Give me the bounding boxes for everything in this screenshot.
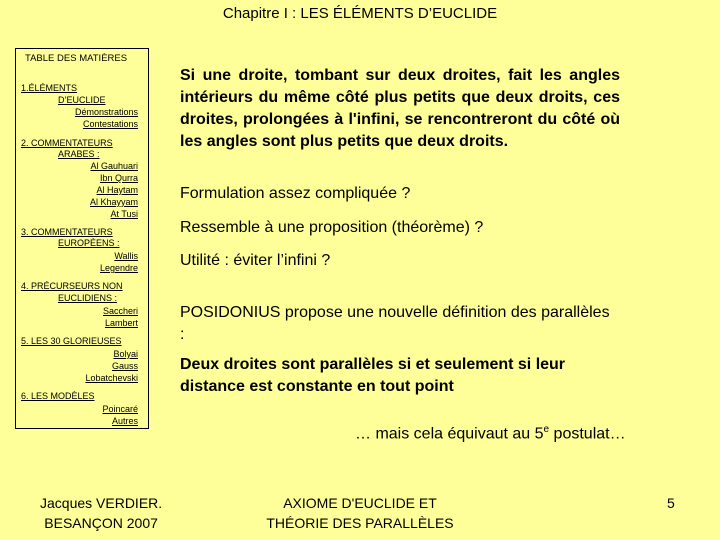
question-formulation: Formulation assez compliquée ? xyxy=(180,185,411,202)
toc-link-commentateurs-arabes[interactable]: 2. COMMENTATEURS xyxy=(21,138,113,148)
toc-link-non-euclidiens[interactable]: EUCLIDIENS : xyxy=(58,293,118,303)
toc-link-elements-euclide[interactable]: D’EUCLIDE xyxy=(58,95,106,105)
toc-link-elements[interactable]: 1.ÉLÉMENTS xyxy=(21,83,78,93)
chapter-title: Chapitre I : LES ÉLÉMENTS D’EUCLIDE xyxy=(222,5,498,22)
toc-link-precurseurs[interactable]: 4. PRÉCURSEURS NON xyxy=(21,281,123,291)
postulate-statement: Si une droite, tombant sur deux droites, fait les angles intérieurs du même côté plus petits que deux droits, ces droites, prolongées à l'infini, se rencontreront du côté où les angles sont plus petits que deux droits. xyxy=(180,67,620,150)
toc-link-arabes[interactable]: ARABES : xyxy=(58,149,100,159)
toc-link-europeens[interactable]: EUROPÉENS : xyxy=(58,238,120,248)
toc-link-saccheri[interactable]: Saccheri xyxy=(102,306,138,316)
footer-line-1: AXIOME D'EUCLIDE ET xyxy=(283,495,437,511)
toc-heading: TABLE DES MATIÈRES xyxy=(25,53,128,64)
toc-link-demonstrations[interactable]: Démonstrations xyxy=(74,107,138,117)
postulate-note-end: postulat… xyxy=(549,425,626,443)
toc-link-lambert[interactable]: Lambert xyxy=(104,318,138,328)
toc-link-at-tusi[interactable]: At Tusi xyxy=(110,209,138,219)
presentation-footer xyxy=(250,493,470,533)
postulate-note-superscript: e xyxy=(543,424,550,435)
toc-link-contestations[interactable]: Contestations xyxy=(82,119,138,129)
author-name: Jacques VERDIER. xyxy=(40,495,163,511)
postulate-note xyxy=(355,424,626,443)
table-of-contents xyxy=(15,48,149,429)
toc-link-commentateurs-europeens[interactable]: 3. COMMENTATEURS xyxy=(21,227,113,237)
parallel-definition: Deux droites sont parallèles si et seulement si leur distance est constante en tout point xyxy=(180,356,566,395)
toc-link-modeles[interactable]: 6. LES MODÈLES xyxy=(21,391,95,401)
question-utility: Utilité : éviter l’infini ? xyxy=(180,252,331,269)
postulate-note-text: … mais cela équivaut au 5 xyxy=(355,425,544,443)
posidonius-intro: POSIDONIUS propose une nouvelle définition des parallèles : xyxy=(180,304,610,343)
author-footer xyxy=(40,493,162,533)
author-place-year: BESANÇON 2007 xyxy=(44,515,158,531)
toc-link-trente-glorieuses[interactable]: 5. LES 30 GLORIEUSES xyxy=(21,336,122,346)
toc-link-poincare[interactable]: Poincaré xyxy=(102,404,138,414)
toc-link-legendre[interactable]: Legendre xyxy=(99,263,138,273)
toc-link-bolyai[interactable]: Bolyai xyxy=(113,349,138,359)
toc-link-ibn-qurra[interactable]: Ibn Qurra xyxy=(99,173,138,183)
toc-link-al-gauhuari[interactable]: Al Gauhuari xyxy=(90,161,138,171)
toc-link-al-khayyam[interactable]: Al Khayyam xyxy=(89,197,138,207)
page-number: 5 xyxy=(667,495,675,511)
toc-link-wallis[interactable]: Wallis xyxy=(114,251,138,261)
toc-link-al-haytam[interactable]: Al Haytam xyxy=(96,185,138,195)
footer-line-2: THÉORIE DES PARALLÈLES xyxy=(266,515,454,531)
toc-link-gauss[interactable]: Gauss xyxy=(111,361,138,371)
toc-link-lobatchevski[interactable]: Lobatchevski xyxy=(85,373,138,383)
toc-link-autres[interactable]: Autres xyxy=(111,416,138,426)
question-theorem: Ressemble à une proposition (théorème) ? xyxy=(180,219,484,236)
